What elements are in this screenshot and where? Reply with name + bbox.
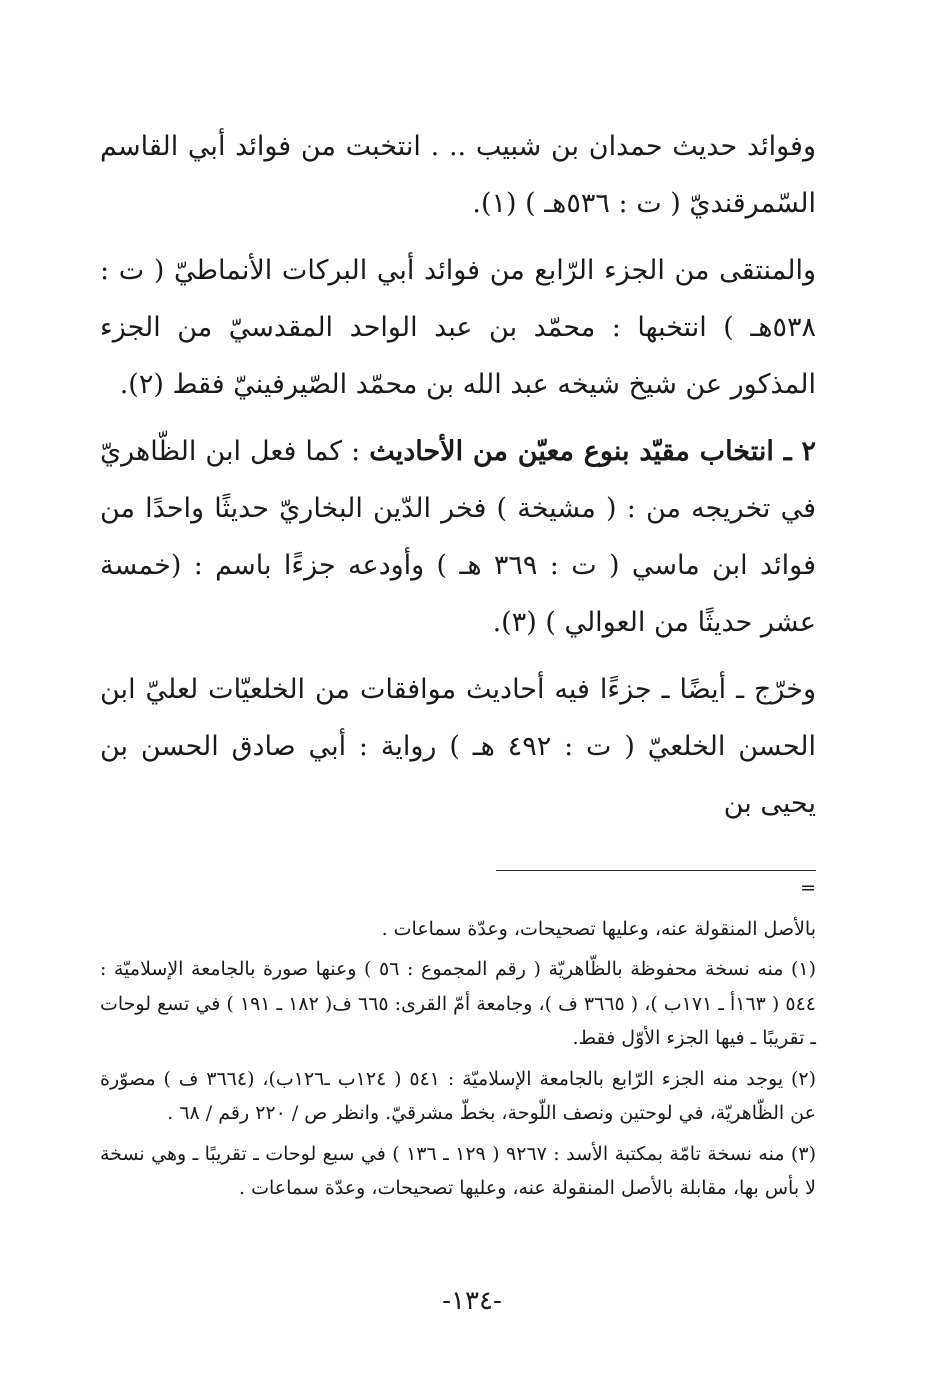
- paragraph-3-text: : كما فعل ابن الظّاهريّ في تخريجه من : ( مشيخة ) فخر الدّين البخاريّ حديثًا واحدًا من فوائد ابن ماسي ( ت : ٣٦٩ هـ ) وأودعه جزءًا باسم : (خمسة عشر حديثًا من العوالي ) (٣).: [100, 436, 816, 638]
- page-number: -١٣٤-: [442, 1286, 502, 1316]
- footnote-3: (٣) منه نسخة تامّة بمكتبة الأسد : ٩٢٦٧ ( ١٢٩ ـ ١٣٦ ) في سبع لوحات ـ تقريبًا ـ وهي نسخة لا بأس بها، مقابلة بالأصل المنقولة عنه، وعليها تصحيحات، وعدّة سماعات .: [100, 1142, 816, 1199]
- paragraph-1: [100, 118, 816, 232]
- footnote-2: (٢) يوجد منه الجزء الرّابع بالجامعة الإسلاميّة : ٥٤١ ( ١٢٤ب ـ١٢٦ب)، (٣٦٦٤ ف ) مصوّرة عن الظّاهريّة، في لوحتين ونصف اللّوحة، بخطّ مشرقيّ. وانظر ص / ٢٢٠ رقم / ٦٨ .: [100, 1067, 816, 1124]
- paragraph-4: [100, 661, 816, 832]
- footnote-continuation-mark: =: [800, 877, 816, 899]
- footnote-continued: بالأصل المنقولة عنه، وعليها تصحيحات، وعدّة سماعات .: [381, 917, 816, 940]
- paragraph-2-text: والمنتقى من الجزء الرّابع من فوائد أبي البركات الأنماطيّ ( ت : ٥٣٨هـ ) انتخبها : محمّد بن عبد الواحد المقدسيّ من الجزء المذكور عن شيخ شيخه عبد الله بن محمّد الصّيرفينيّ فقط (٢).: [100, 255, 816, 400]
- book-page: [100, 118, 816, 1212]
- paragraph-4-text: وخرّج ـ أيضًا ـ جزءًا فيه أحاديث موافقات من الخلعيّات لعليّ ابن الحسن الخلعيّ ( ت : ٤٩٢ هـ ) رواية : أبي صادق الحسن بن يحيى بن: [100, 674, 816, 819]
- main-text: [100, 118, 816, 832]
- footnote-1: (١) منه نسخة محفوظة بالظّاهريّة ( رقم المجموع : ٥٦ ) وعنها صورة بالجامعة الإسلاميّة : ٥٤٤ ( ١٦٣أ ـ ١٧١ب )، ( ٣٦٦٥ ف )، وجامعة أمّ القرى: ٦٦٥ ف( ١٨٢ ـ ١٩١ ) في تسع لوحات ـ تقريبًا ـ فيها الجزء الأوّل فقط.: [100, 958, 816, 1049]
- footnotes: [100, 871, 816, 1206]
- paragraph-3: [100, 423, 816, 651]
- paragraph-2: [100, 242, 816, 413]
- section-heading: ٢ ـ انتخاب مقيّد بنوع معيّن من الأحاديث: [369, 436, 816, 467]
- paragraph-1-text: وفوائد حديث حمدان بن شبيب .. . انتخبت من فوائد أبي القاسم السّمرقنديّ ( ت : ٥٣٦هـ ) (١).: [100, 131, 816, 219]
